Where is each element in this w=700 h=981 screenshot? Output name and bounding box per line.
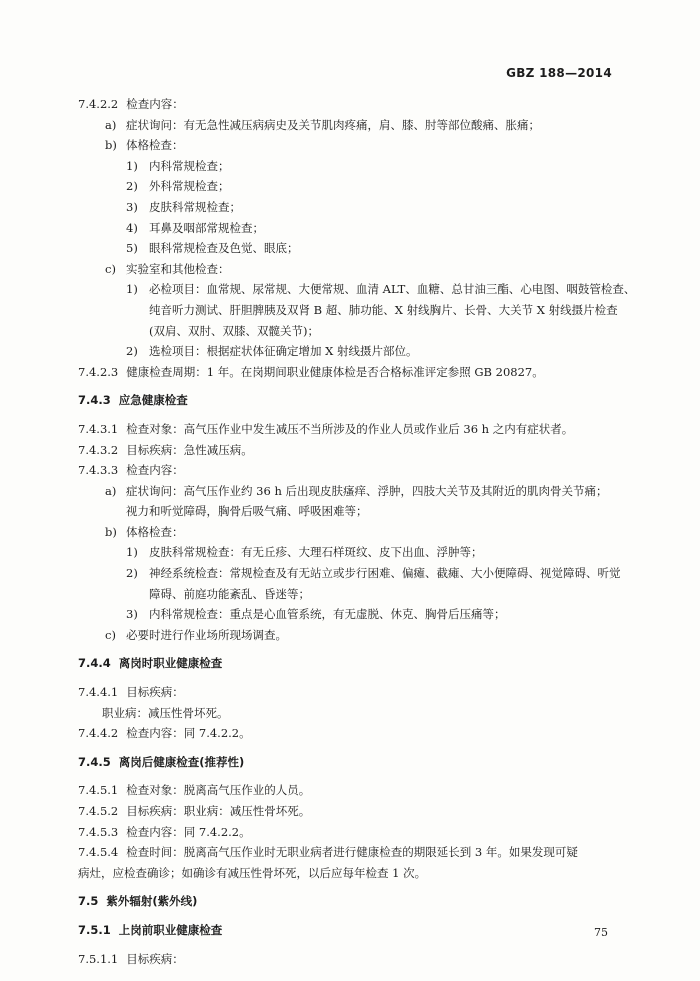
clause-7-4-5-2 [78, 801, 626, 822]
heading-title: 离岗后健康检查(推荐性) [118, 754, 245, 769]
clause-number: 7.4.3.3 [78, 463, 119, 478]
list-item [78, 625, 626, 646]
clause-number: 7.4.2.3 [78, 364, 119, 379]
item-text: 体格检查： [126, 524, 184, 539]
list-subitem [78, 197, 626, 218]
clause-text: 健康检查周期：1 年。在岗期间职业健康体检是否合格标准评定参照 GB 20827。 [126, 364, 544, 379]
item-label: c) [105, 627, 116, 642]
clause-7-5-1-1 [78, 949, 626, 970]
section-heading-7-4-3 [78, 390, 626, 411]
clause-number: 7.4.5.3 [78, 824, 119, 839]
clause-text: 检查内容： [126, 463, 184, 478]
clause-number: 7.4.5.2 [78, 804, 119, 818]
clause-7-4-4-2 [78, 723, 626, 744]
clause-text: 目标疾病：急性减压病。 [126, 442, 253, 457]
list-subitem [78, 156, 626, 177]
item-text: 神经系统检查：常规检查及有无站立或步行困难、偏瘫、截瘫、大小便障碍、视觉障碍、听觉 [149, 566, 621, 581]
item-text: 选检项目：根据症状体征确定增加 X 射线摄片部位。 [149, 344, 418, 359]
item-label: 3) [126, 607, 138, 622]
item-text: 眼科常规检查及色觉、眼底； [149, 241, 299, 256]
list-subitem-continuation: (双肩、双肘、双膝、双髋关节)； [149, 323, 319, 338]
item-text: 必要时进行作业场所现场调查。 [126, 627, 287, 642]
clause-text: 检查内容：同 7.4.2.2。 [126, 824, 251, 839]
list-subitem [78, 604, 626, 625]
clause-text: 检查内容： [126, 97, 184, 111]
list-subitem-continuation: 障碍、前庭功能紊乱、昏迷等； [149, 586, 310, 601]
clause-number: 7.4.4.2 [78, 726, 119, 741]
item-label: 5) [126, 241, 138, 256]
heading-number: 7.4.4 [78, 656, 111, 671]
item-text: 必检项目：血常规、尿常规、大便常规、血清 ALT、血糖、总甘油三酯、心电图、咽鼓管检查、 [149, 282, 636, 297]
item-label: a) [105, 117, 117, 132]
section-heading-7-5-1 [78, 920, 626, 941]
heading-title: 离岗时职业健康检查 [118, 656, 223, 671]
heading-title: 紫外辐射(紫外线) [106, 894, 198, 909]
list-subitem [78, 279, 636, 300]
section-heading-7-4-5 [78, 752, 626, 773]
item-text: 症状询问：高气压作业约 36 h 后出现皮肤瘙痒、浮肿，四肢大关节及其附近的肌肉骨关节痛； [126, 483, 608, 498]
section-heading-7-4-4 [78, 653, 626, 674]
list-item [78, 522, 626, 543]
list-subitem [78, 341, 626, 362]
clause-7-4-3-2 [78, 440, 626, 461]
clause-text: 目标疾病： [126, 685, 184, 700]
clause-text: 检查时间：脱离高气压作业时无职业病者进行健康检查的期限延长到 3 年。如果发现可疑 [126, 845, 578, 860]
clause-number: 7.4.5.1 [78, 783, 119, 798]
list-subitem [78, 218, 626, 239]
list-item [78, 135, 626, 156]
item-text: 体格检查： [126, 138, 184, 153]
page-number: 75 [594, 926, 608, 939]
list-subitem [78, 238, 626, 259]
clause-number: 7.4.3.1 [78, 421, 119, 436]
clause-text: 目标疾病：职业病：减压性骨坏死。 [126, 804, 311, 818]
heading-number: 7.4.3 [78, 393, 111, 408]
item-label: b) [105, 524, 117, 539]
item-label: c) [105, 261, 116, 276]
item-text: 耳鼻及咽部常规检查； [149, 220, 264, 235]
item-label: 4) [126, 220, 138, 235]
heading-title: 应急健康检查 [118, 393, 188, 408]
heading-number: 7.4.5 [78, 754, 111, 769]
item-label: b) [105, 138, 117, 153]
item-label: 2) [126, 566, 138, 581]
clause-text: 检查内容：同 7.4.2.2。 [126, 726, 251, 741]
clause-continuation: 病灶，应检查确诊；如确诊有减压性骨坏死，以后应每年检查 1 次。 [78, 865, 427, 880]
clause-continuation: 职业病：减压性骨坏死。 [102, 705, 229, 720]
item-label: 1) [126, 545, 138, 560]
list-subitem-continuation: 纯音听力测试、肝胆脾胰及双肾 B 超、肺功能、X 射线胸片、长骨、大关节 X 射线摄片检查 [149, 302, 618, 317]
item-text: 内科常规检查：重点是心血管系统，有无虚脱、休克、胸骨后压痛等； [149, 607, 506, 622]
clause-7-4-5-4 [78, 842, 626, 863]
clause-7-4-2-2 [78, 94, 626, 115]
clause-7-4-3-1 [78, 419, 626, 440]
list-item [78, 115, 626, 136]
item-label: a) [105, 483, 117, 498]
item-text: 内科常规检查； [149, 158, 230, 173]
clause-number: 7.5.1.1 [78, 951, 119, 966]
item-text: 外科常规检查； [149, 179, 230, 194]
list-item [78, 481, 626, 502]
clause-text: 检查对象：高气压作业中发生减压不当所涉及的作业人员或作业后 36 h 之内有症状者。 [126, 421, 574, 436]
clause-7-4-2-3 [78, 362, 626, 383]
page-content [78, 94, 636, 969]
clause-number: 7.4.3.2 [78, 442, 119, 457]
list-item [78, 259, 626, 280]
item-label: 3) [126, 199, 138, 214]
item-text: 皮肤科常规检查； [149, 199, 241, 214]
list-subitem [78, 542, 626, 563]
clause-7-4-5-3 [78, 822, 626, 843]
section-heading-7-5 [78, 891, 626, 912]
item-label: 1) [126, 282, 138, 297]
item-text: 症状询问：有无急性减压病病史及关节肌肉疼痛，肩、膝、肘等部位酸痛、胀痛； [126, 117, 540, 132]
list-subitem [78, 176, 626, 197]
item-text: 皮肤科常规检查：有无丘疹、大理石样斑纹、皮下出血、浮肿等； [149, 545, 483, 560]
list-item-continuation: 视力和听觉障碍，胸骨后吸气痛、呼吸困难等； [126, 504, 368, 519]
clause-7-4-5-1 [78, 780, 626, 801]
clause-text: 检查对象：脱离高气压作业的人员。 [126, 783, 311, 798]
clause-text: 目标疾病： [126, 951, 184, 966]
item-label: 1) [126, 158, 138, 173]
clause-number: 7.4.2.2 [78, 97, 119, 111]
item-label: 2) [126, 344, 138, 359]
standard-number: GBZ 188—2014 [506, 66, 612, 80]
item-text: 实验室和其他检查： [126, 261, 230, 276]
list-subitem [78, 563, 626, 584]
heading-title: 上岗前职业健康检查 [118, 922, 223, 937]
clause-7-4-3-3 [78, 460, 626, 481]
clause-7-4-4-1 [78, 682, 626, 703]
heading-number: 7.5.1 [78, 922, 111, 937]
item-label: 2) [126, 179, 138, 194]
heading-number: 7.5 [78, 894, 99, 909]
clause-number: 7.4.4.1 [78, 685, 119, 700]
clause-number: 7.4.5.4 [78, 845, 119, 860]
